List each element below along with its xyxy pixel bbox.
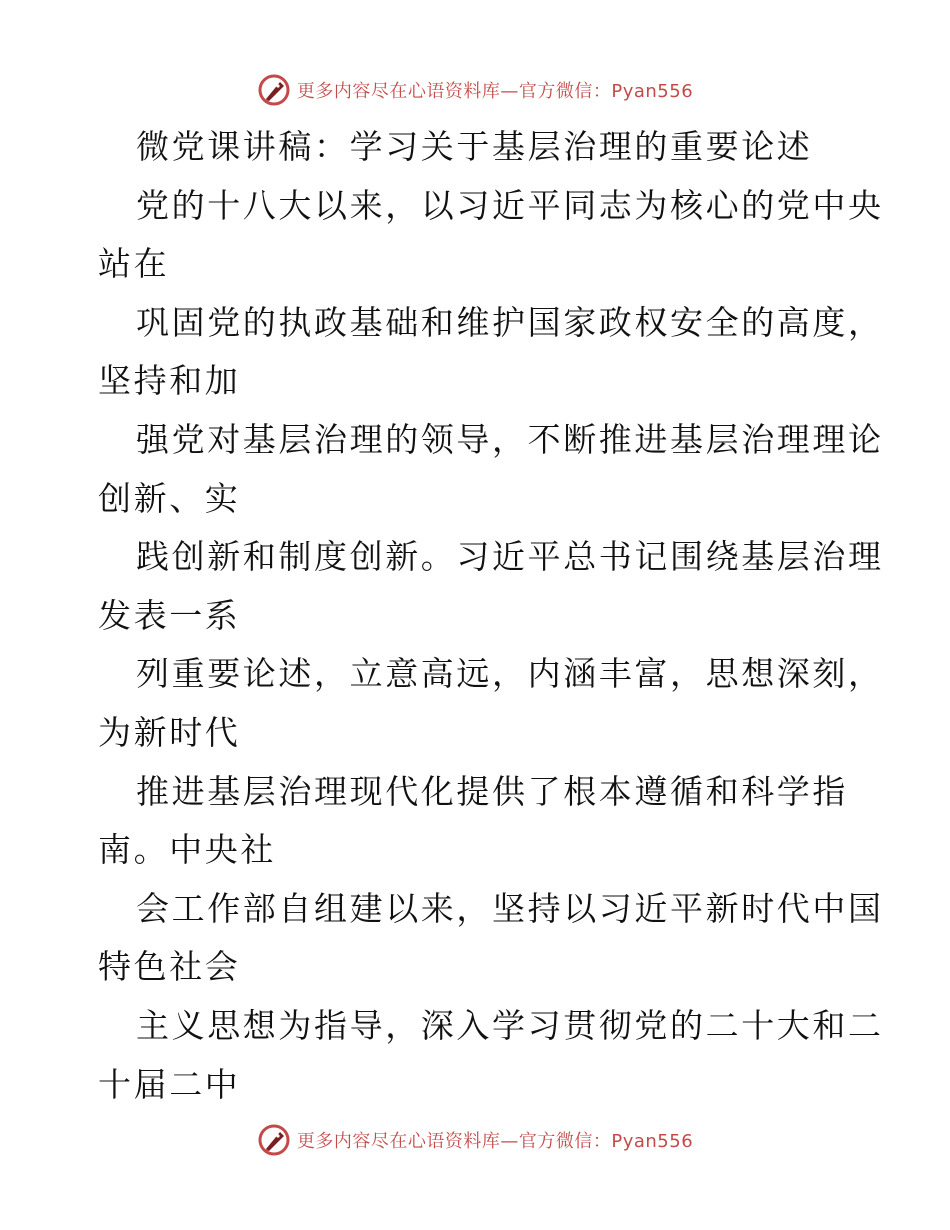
paragraph-line: 列重要论述，立意高远，内涵丰富，思想深刻， — [136, 654, 884, 694]
header-banner-text: 更多内容尽在心语资料库—官方微信：Pyan556 — [296, 81, 694, 102]
document-body — [98, 118, 884, 1114]
header-banner — [0, 70, 950, 110]
paragraph-line: 巩固党的执政基础和维护国家政权安全的高度， — [136, 302, 884, 342]
paragraph-line: 党的十八大以来，以习近平同志为核心的党中央 — [136, 185, 884, 225]
paragraph-line: 坚持和加 — [98, 361, 241, 401]
paragraph-line: 推进基层治理现代化提供了根本遵循和科学指 — [136, 771, 848, 811]
paragraph-line: 站在 — [98, 244, 170, 284]
paragraph-line: 为新时代 — [98, 712, 241, 752]
footer-banner-text: 更多内容尽在心语资料库—官方微信：Pyan556 — [296, 1131, 694, 1152]
pen-nib-circle-icon — [257, 1123, 291, 1157]
paragraph-line: 会工作部自组建以来，坚持以习近平新时代中国 — [136, 888, 884, 928]
header-banner-content — [257, 73, 693, 107]
footer-banner — [0, 1120, 950, 1160]
paragraph-line: 发表一系 — [98, 595, 241, 635]
paragraph-line: 十届二中 — [98, 1064, 241, 1104]
paragraph-line: 强党对基层治理的领导，不断推进基层治理理论 — [136, 419, 884, 459]
paragraph-line: 主义思想为指导，深入学习贯彻党的二十大和二 — [136, 1005, 884, 1045]
paragraph-line: 创新、实 — [98, 478, 241, 518]
paragraph-line: 南。中央社 — [98, 830, 276, 870]
paragraph-line: 特色社会 — [98, 947, 241, 987]
paragraph-line: 践创新和制度创新。习近平总书记围绕基层治理 — [136, 537, 884, 577]
document-title: 微党课讲稿：学习关于基层治理的重要论述 — [136, 127, 813, 166]
pen-nib-circle-icon — [257, 73, 291, 107]
footer-banner-content — [257, 1123, 693, 1157]
